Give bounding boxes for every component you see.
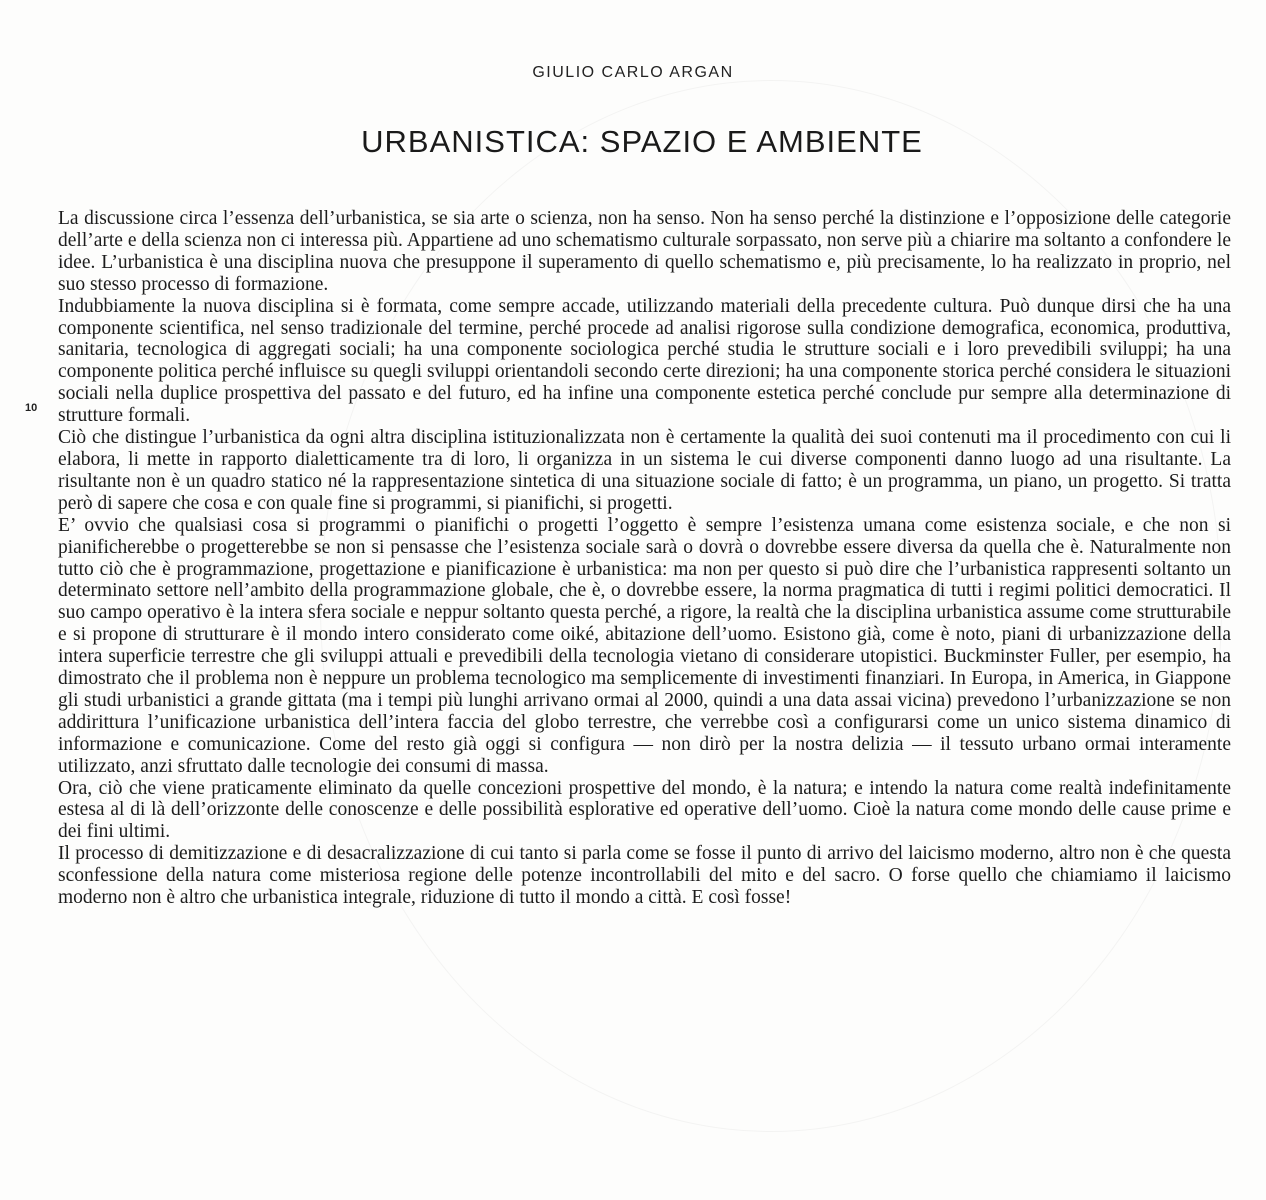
article-title: URBANISTICA: SPAZIO E AMBIENTE	[361, 124, 923, 159]
page-number: 10	[25, 402, 38, 414]
author-name: GIULIO CARLO ARGAN	[532, 64, 734, 81]
article-body	[58, 208, 1231, 909]
paragraph-1: La discussione circa l’essenza dell’urbanistica, se sia arte o scienza, non ha senso. Non ha senso perché la distinzione e l’opposizione delle categorie dell’arte e della scienza non ci interessa più. Appartiene ad uno schematismo culturale sorpassato, non serve più a chiarire ma soltanto a confondere le idee. L’urbanistica è una disciplina nuova che presuppone il superamento di quello schematismo e, più precisamente, lo ha realizzato in proprio, nel suo stesso processo di formazione.	[58, 208, 1231, 295]
paragraph-6: Il processo di demitizzazione e di desacralizzazione di cui tanto si parla come se fosse il punto di arrivo del laicismo moderno, altro non è che questa sconfessione della natura come misteriosa regione delle potenze incontrollabili del mito e del sacro. O forse quello che chiamiamo il laicismo moderno non è altro che urbanistica integrale, riduzione di tutto il mondo a città. E così fosse!	[58, 843, 1231, 909]
paragraph-4: E’ ovvio che qualsiasi cosa si programmi o pianifichi o progetti l’oggetto è sempre l’esistenza umana come esistenza sociale, e che non si pianificherebbe o progetterebbe se non si pensasse che l’esistenza sociale sarà o dovrà o dovrebbe essere diversa da quella che è. Naturalmente non tutto ciò che è programmazione, progettazione e pianificazione è urbanistica: ma non per questo si può dire che l’urbanistica rappresenti soltanto un determinato settore nell’ambito della programmazione globale, che è, o dovrebbe essere, la norma pragmatica di tutti i regimi politici democratici. Il suo campo operativo è la intera sfera sociale e neppur soltanto questa perché, a rigore, la realtà che la disciplina urbanistica assume come strutturabile e si propone di strutturare è il mondo intero considerato come oiké, abitazione dell’uomo. Esistono già, come è noto, piani di urbanizzazione della intera superficie terrestre che gli sviluppi attuali e prevedibili della tecnologia vietano di considerare utopistici. Buckminster Fuller, per esempio, ha dimostrato che il problema non è neppure un problema tecnologico ma semplicemente di investimenti finanziari. In Europa, in America, in Giappone gli studi urbanistici a grande gittata (ma i tempi più lunghi arrivano ormai al 2000, quindi a una data assai vicina) prevedono l’urbanizzazione se non addirittura l’unificazione urbanistica dell’intera faccia del globo terrestre, che verrebbe così a configurarsi come un unico sistema dinamico di informazione e comunicazione. Come del resto già oggi si configura — non dirò per la nostra delizia — il tessuto urbano ormai interamente utilizzato, anzi sfruttato dalle tecnologie dei consumi di massa.	[58, 514, 1231, 777]
paragraph-3: Ciò che distingue l’urbanistica da ogni altra disciplina istituzionalizzata non è certamente la qualità dei suoi contenuti ma il procedimento con cui li elabora, li mette in rapporto dialetticamente tra di loro, li organizza in un sistema le cui diverse componenti danno luogo ad una risultante. La risultante non è un quadro statico né la rappresentazione sintetica di una situazione sociale di fatto; è un programma, un piano, un progetto. Si tratta però di sapere che cosa e con quale fine si programmi, si pianifichi, si progetti.	[58, 427, 1231, 514]
paragraph-5: Ora, ciò che viene praticamente eliminato da quelle concezioni prospettive del mondo, è la natura; e intendo la natura come realtà indefinitamente estesa al di là dell’orizzonte delle conoscenze e delle possibilità esplorative ed operative dell’uomo. Cioè la natura come mondo delle cause prime e dei fini ultimi.	[58, 777, 1231, 843]
paragraph-2: Indubbiamente la nuova disciplina si è formata, come sempre accade, utilizzando materiali della precedente cultura. Può dunque dirsi che ha una componente scientifica, nel senso tradizionale del termine, perché procede ad analisi rigorose sulla condizione demografica, economica, produttiva, sanitaria, tecnologica di aggregati sociali; ha una componente sociologica perché studia le strutture sociali e i loro prevedibili sviluppi; ha una componente politica perché influisce su quegli sviluppi orientandoli secondo certe direzioni; ha una componente storica perché considera le situazioni sociali nella duplice prospettiva del passato e del futuro, ed ha infine una componente estetica perché conclude pur sempre alla determinazione di strutture formali.	[58, 295, 1231, 427]
